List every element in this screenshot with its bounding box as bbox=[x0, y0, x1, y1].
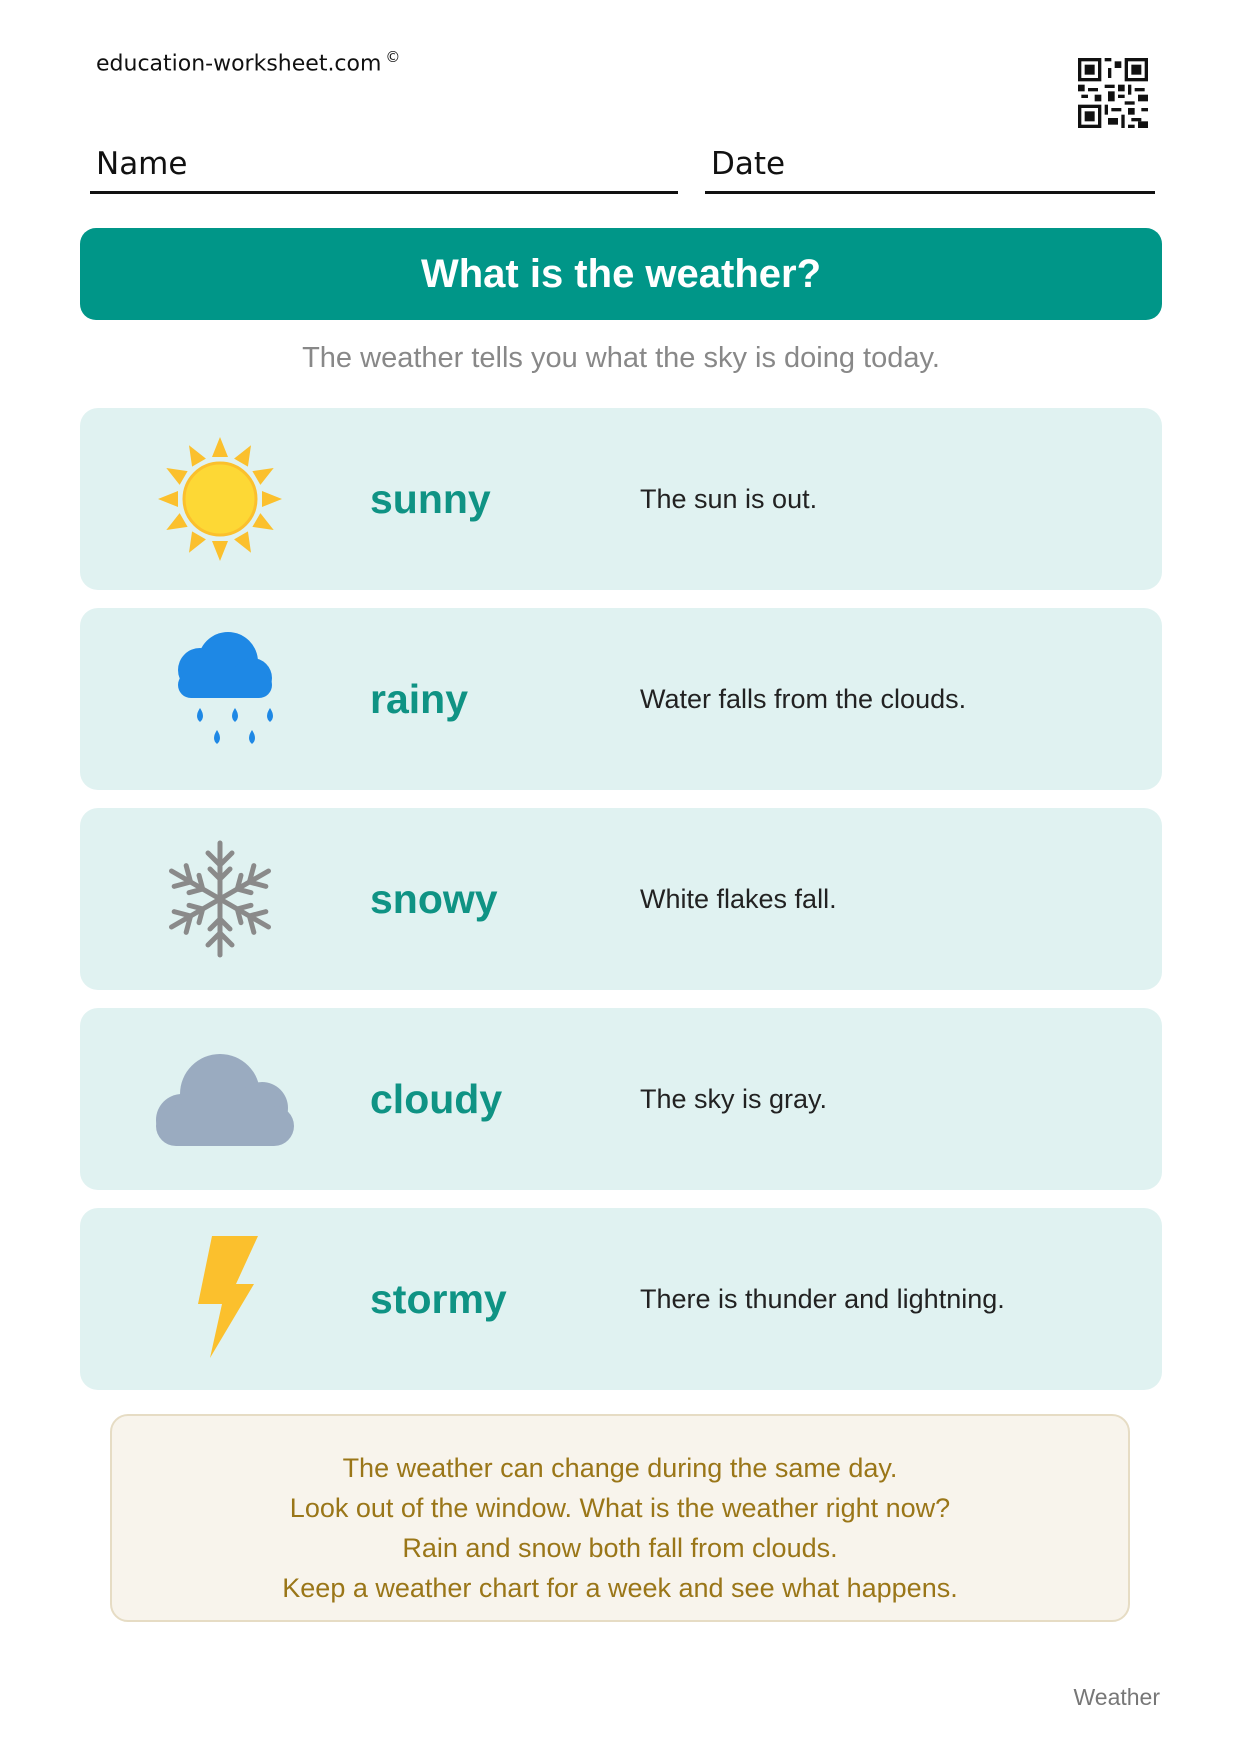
weather-description: Water falls from the clouds. bbox=[640, 684, 967, 714]
cloud-icon bbox=[130, 1028, 310, 1170]
tip-line: Keep a weather chart for a week and see what happens. bbox=[282, 1573, 958, 1603]
page-title: What is the weather? bbox=[80, 228, 1162, 320]
weather-description: White flakes fall. bbox=[640, 884, 837, 914]
tip-line: Look out of the window. What is the weather right now? bbox=[289, 1493, 951, 1523]
weather-card-sunny bbox=[80, 408, 1162, 590]
weather-card-cloudy bbox=[80, 1008, 1162, 1190]
weather-word: rainy bbox=[370, 676, 468, 722]
rain-cloud-icon bbox=[130, 628, 310, 770]
weather-card-rainy bbox=[80, 608, 1162, 790]
weather-card-snowy bbox=[80, 808, 1162, 990]
weather-card-stormy bbox=[80, 1208, 1162, 1390]
weather-word: stormy bbox=[370, 1276, 507, 1322]
site-name bbox=[96, 48, 400, 76]
tip-line: The weather can change during the same day. bbox=[342, 1453, 898, 1483]
lightning-icon bbox=[130, 1228, 310, 1370]
name-label: Name bbox=[96, 146, 188, 182]
copyright-symbol: © bbox=[385, 48, 401, 66]
weather-word: snowy bbox=[370, 876, 498, 922]
footer-topic: Weather bbox=[1073, 1684, 1160, 1710]
date-field[interactable] bbox=[705, 140, 1155, 194]
name-field[interactable] bbox=[90, 140, 678, 194]
tip-box bbox=[110, 1414, 1130, 1622]
sun-icon bbox=[130, 428, 310, 570]
tip-line: Rain and snow both fall from clouds. bbox=[402, 1533, 838, 1563]
site-text: education-worksheet.com bbox=[96, 51, 382, 77]
qr-code-icon bbox=[1078, 58, 1148, 128]
weather-word: cloudy bbox=[370, 1076, 503, 1122]
snowflake-icon bbox=[130, 828, 310, 970]
weather-description: There is thunder and lightning. bbox=[640, 1284, 1005, 1314]
weather-description: The sun is out. bbox=[640, 484, 818, 514]
weather-word: sunny bbox=[370, 476, 491, 522]
weather-description: The sky is gray. bbox=[640, 1084, 828, 1114]
intro-text: The weather tells you what the sky is doing today. bbox=[302, 342, 940, 374]
date-label: Date bbox=[711, 146, 786, 182]
